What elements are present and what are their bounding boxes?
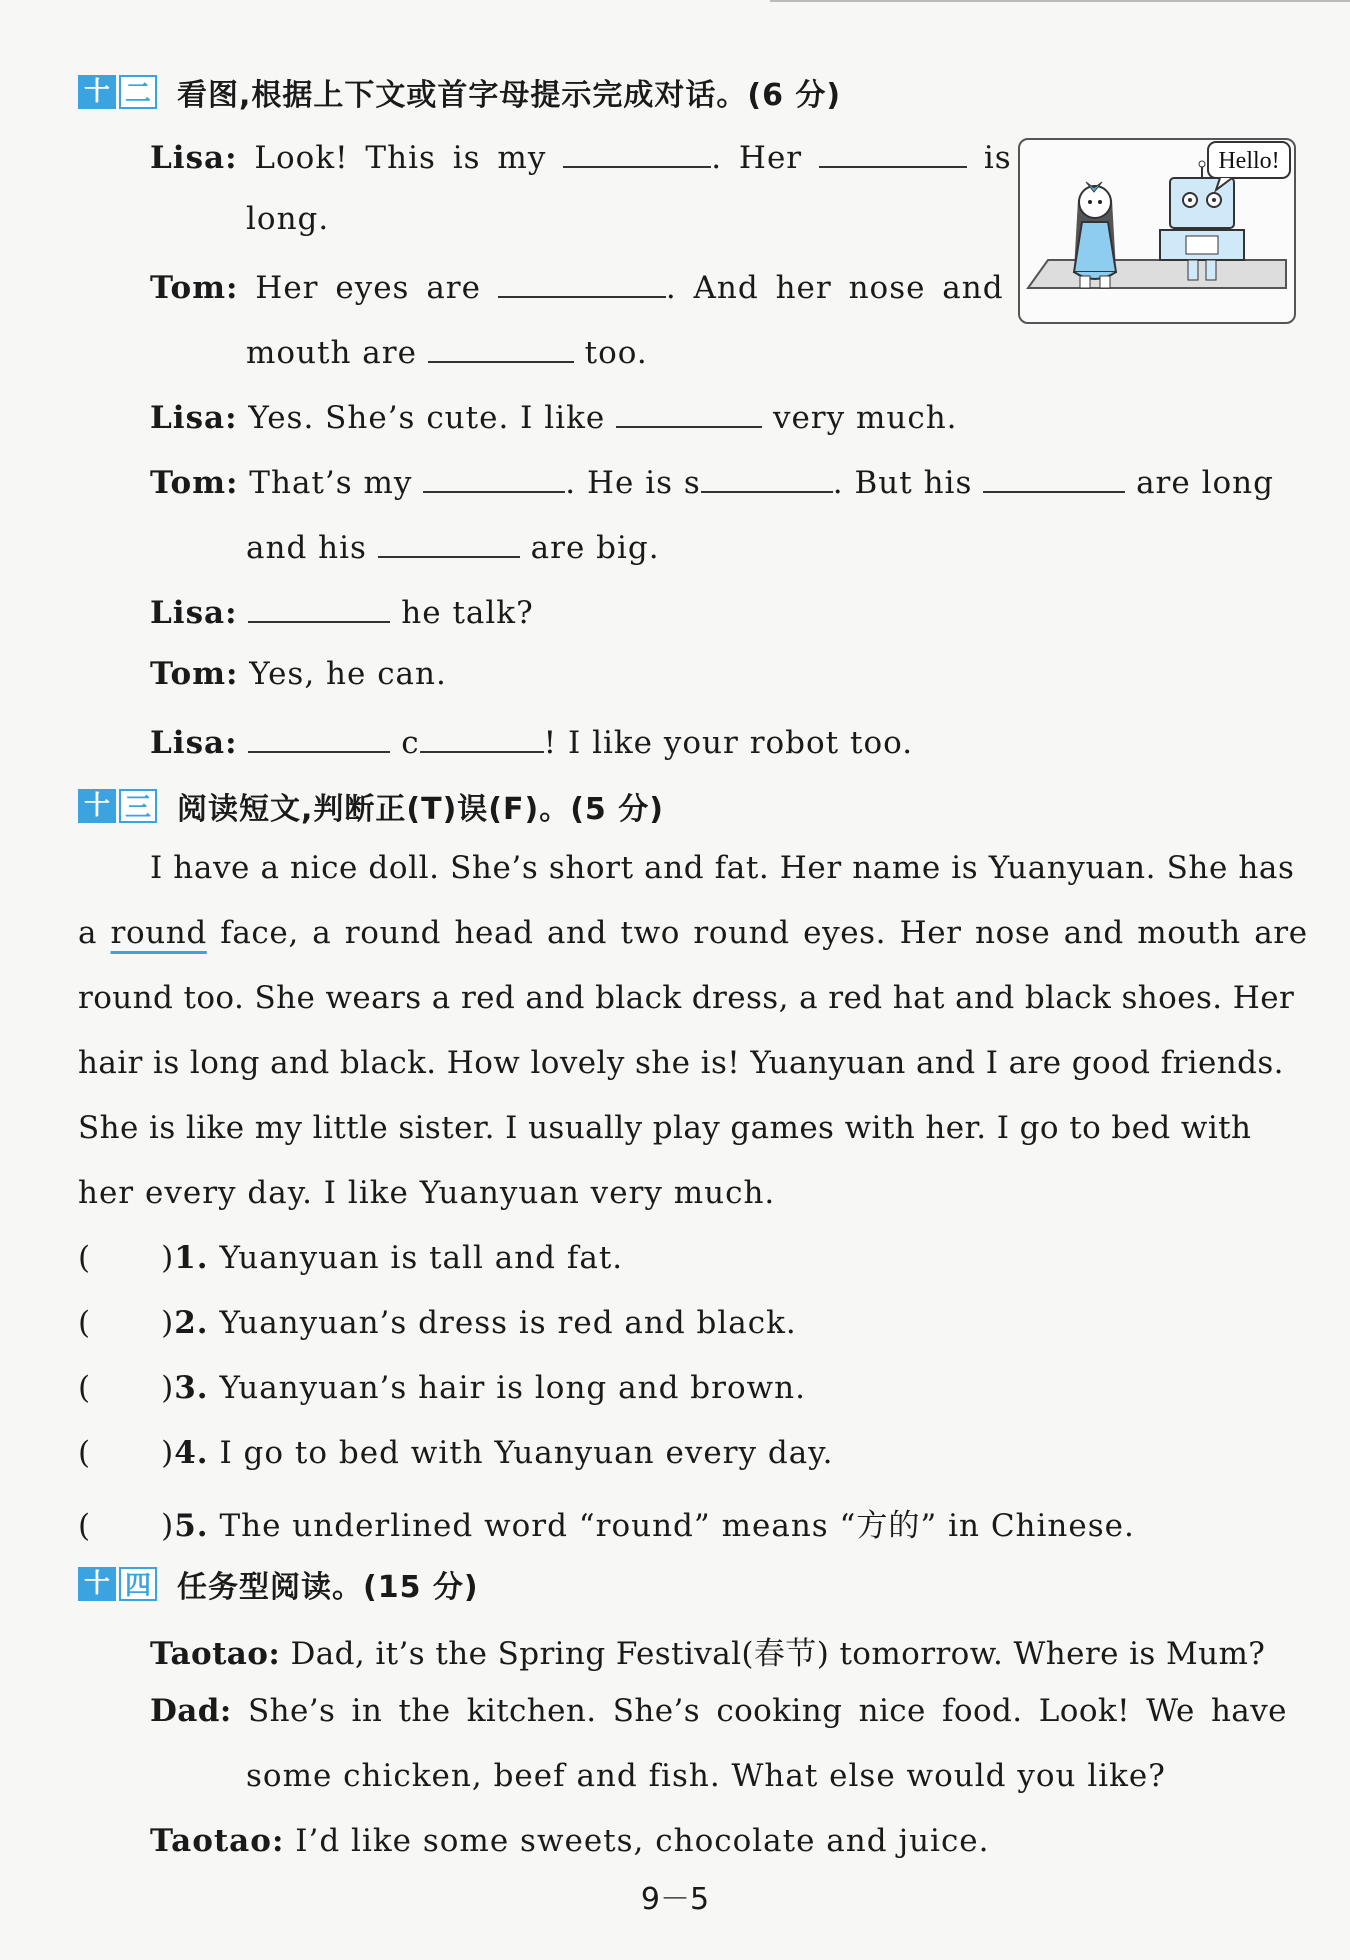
answer-blank[interactable] (420, 721, 544, 753)
section-12-badge-a: 十 (78, 75, 116, 109)
question-row (78, 1305, 797, 1341)
question-text: Yuanyuan’s hair is long and brown. (219, 1370, 806, 1406)
dialog-text: She’s in the kitchen. She’s cooking nice food. Look! We have (247, 1693, 1287, 1729)
dialog-text: . He is s (565, 465, 701, 501)
dialog-text: Yes, he can. (249, 656, 447, 692)
answer-paren[interactable]: ( ) (78, 1305, 175, 1341)
section-14-title: 任务型阅读。(15 分) (177, 1570, 479, 1605)
section-13-badge-a: 十 (78, 789, 116, 823)
answer-paren[interactable]: ( ) (78, 1370, 175, 1406)
dialog-text: Her eyes are (255, 270, 481, 306)
dialog-line-1 (150, 136, 1012, 176)
section-14-badge (78, 1567, 157, 1601)
dialog-line-taotao-1 (150, 1628, 1265, 1673)
dialog-line-dad (150, 1693, 1287, 1729)
dialog-line-1b: long. (246, 201, 330, 237)
dialog-line-dad-b: some chicken, beef and fish. What else would you like? (246, 1758, 1166, 1794)
section-12-header (78, 72, 841, 112)
speaker-tom: Tom: (150, 270, 239, 306)
passage-line-3: round too. She wears a red and black dress, a red hat and black shoes. Her (78, 980, 1295, 1016)
question-text: Yuanyuan is tall and fat. (219, 1240, 624, 1276)
question-text: The underlined word “round” means “方的” in Chinese. (219, 1508, 1135, 1544)
dialog-text: . And her nose and (665, 270, 1004, 306)
dialog-text: ! I like your robot too. (543, 725, 914, 761)
doll-robot-picture (1018, 138, 1296, 324)
answer-blank[interactable] (248, 591, 390, 623)
dialog-text: c (401, 725, 420, 761)
dialog-text: are long (1136, 465, 1274, 501)
section-13-title: 阅读短文,判断正(T)误(F)。(5 分) (177, 792, 664, 827)
speaker-tom: Tom: (150, 656, 239, 692)
dialog-line-5 (150, 591, 534, 631)
passage-text: a (78, 915, 111, 951)
question-row (78, 1370, 806, 1406)
passage-line-1: I have a nice doll. She’s short and fat. Her name is Yuanyuan. She has (150, 850, 1295, 886)
dialog-text: is (983, 140, 1012, 176)
dialog-text: very much. (772, 400, 958, 436)
question-row (78, 1240, 623, 1276)
answer-blank[interactable] (498, 266, 666, 298)
dialog-line-taotao-2 (150, 1823, 990, 1859)
question-number: 2. (174, 1305, 209, 1341)
question-number: 5. (174, 1508, 209, 1544)
dialog-line-3 (150, 396, 958, 436)
dialog-line-2 (150, 266, 1004, 306)
answer-paren[interactable]: ( ) (78, 1240, 175, 1276)
section-13-badge (78, 789, 157, 823)
dialog-text: and his (246, 530, 367, 566)
question-text: Yuanyuan’s dress is red and black. (219, 1305, 797, 1341)
speaker-taotao: Taotao: (150, 1823, 285, 1859)
dialog-text: Dad, it’s the Spring Festival(春节) tomorrow. Where is Mum? (290, 1636, 1266, 1672)
section-12-badge (78, 75, 157, 109)
section-13-badge-b: 三 (119, 789, 157, 823)
answer-blank[interactable] (423, 461, 565, 493)
dialog-text: I’d like some sweets, chocolate and juice. (295, 1823, 990, 1859)
dialog-line-4 (150, 461, 1274, 501)
speaker-lisa: Lisa: (150, 400, 238, 436)
passage-line-2 (78, 915, 1308, 951)
speech-bubble (1208, 142, 1290, 190)
section-14-badge-a: 十 (78, 1567, 116, 1601)
dialog-text: he talk? (401, 595, 534, 631)
dialog-text: Look! This is my (254, 140, 547, 176)
passage-text: face, a round head and two round eyes. Her nose and mouth are (206, 915, 1308, 951)
dialog-line-2b (246, 331, 648, 371)
answer-paren[interactable]: ( ) (78, 1508, 175, 1544)
answer-blank[interactable] (428, 331, 574, 363)
section-14-header (78, 1564, 479, 1604)
doll-icon (1074, 182, 1116, 288)
answer-blank[interactable] (378, 526, 520, 558)
passage-line-6: her every day. I like Yuanyuan very much. (78, 1175, 776, 1211)
answer-paren[interactable]: ( ) (78, 1435, 175, 1471)
question-number: 1. (174, 1240, 209, 1276)
question-number: 4. (174, 1435, 209, 1471)
section-14-badge-b: 四 (119, 1567, 157, 1601)
answer-blank[interactable] (983, 461, 1125, 493)
speaker-lisa: Lisa: (150, 595, 238, 631)
passage-line-5: She is like my little sister. I usually play games with her. I go to bed with (78, 1110, 1252, 1146)
dialog-text: too. (584, 335, 648, 371)
section-12-title: 看图,根据上下文或首字母提示完成对话。(6 分) (177, 78, 842, 113)
dialog-text: . But his (832, 465, 973, 501)
dialog-line-4b (246, 526, 660, 566)
speech-bubble-text: Hello! (1218, 148, 1280, 174)
dialog-line-6 (150, 656, 447, 692)
section-12-badge-b: 二 (119, 75, 157, 109)
answer-blank[interactable] (616, 396, 762, 428)
speaker-tom: Tom: (150, 465, 239, 501)
dialog-text: are big. (530, 530, 660, 566)
speaker-lisa: Lisa: (150, 140, 238, 176)
doll-robot-illustration (1020, 140, 1294, 322)
dialog-line-7 (150, 721, 913, 761)
dialog-text: . Her (711, 140, 803, 176)
dialog-text: That’s my (249, 465, 413, 501)
answer-blank[interactable] (819, 136, 967, 168)
underlined-word-round: round (110, 915, 207, 951)
answer-blank[interactable] (701, 461, 833, 493)
question-number: 3. (174, 1370, 209, 1406)
speaker-taotao: Taotao: (150, 1636, 281, 1672)
answer-blank[interactable] (563, 136, 711, 168)
passage-line-4: hair is long and black. How lovely she is! Yuanyuan and I are good friends. (78, 1045, 1284, 1081)
speaker-dad: Dad: (150, 1693, 232, 1729)
speaker-lisa: Lisa: (150, 725, 238, 761)
question-text: I go to bed with Yuanyuan every day. (219, 1435, 834, 1471)
question-row (78, 1435, 833, 1471)
page-number: 9－5 (640, 1882, 710, 1917)
question-row (78, 1500, 1135, 1545)
section-13-header (78, 786, 664, 826)
dialog-text: mouth are (246, 335, 417, 371)
answer-blank[interactable] (248, 721, 390, 753)
dialog-text: Yes. She’s cute. I like (248, 400, 606, 436)
